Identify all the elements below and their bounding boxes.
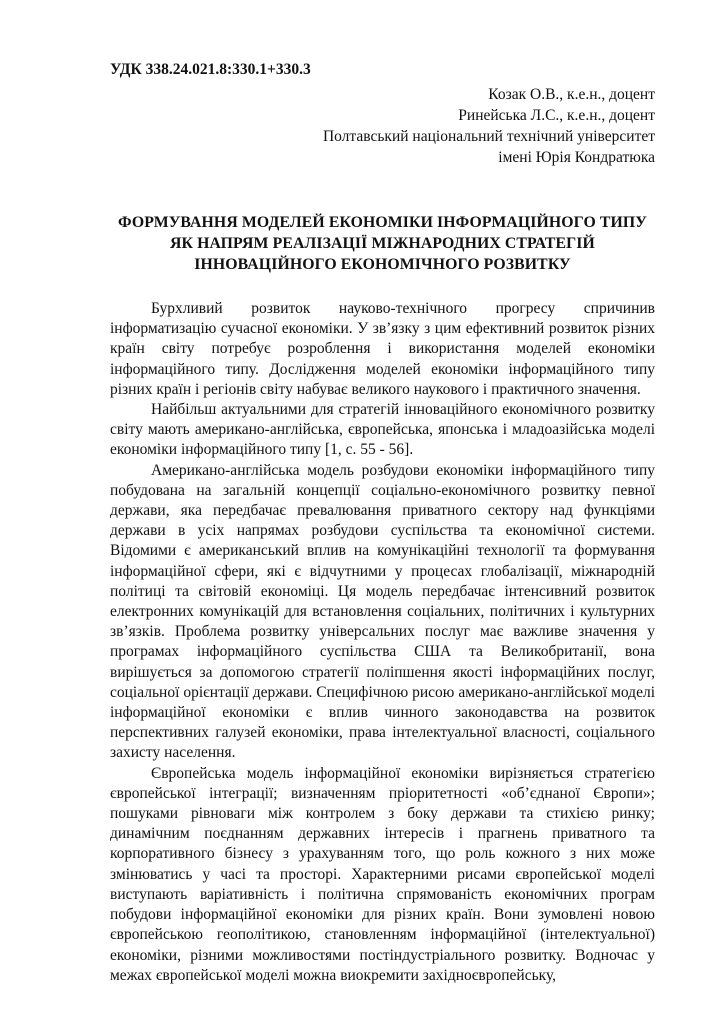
author-line: Ринейська Л.С., к.е.н., доцент [458, 107, 655, 124]
affiliation-line: імені Юрія Кондратюка [498, 149, 655, 166]
title-line: ІННОВАЦІЙНОГО ЕКОНОМІЧНОГО РОЗВИТКУ [194, 256, 571, 273]
title-line: ФОРМУВАННЯ МОДЕЛЕЙ ЕКОНОМІКИ ІНФОРМАЦІЙНОГО ТИПУ [118, 214, 647, 231]
paragraph: Європейська модель інформаційної економіки вирізняється стратегією європейської інтеграції; визначенням пріоритетності «об’єднаної Європи»; пошуками рівноваги між контролем з боку держави та стихією ринку; динамічним поєднанням державних інтересів і прагнень приватного та корпоративного бізнесу з урахуванням того, що роль кожного з них може змінюватись у часі та просторі. Характерними рисами європейської моделі виступають варіативність і політична спрямованість економічних програм побудови інформаційної економіки для різних країн. Вони зумовлені новою європейською геополітикою, становленням інформаційної (інтелектуальної) економіки, різними можливостями постіндустріального розвитку. Водночас у межах європейської моделі можна виокремити західноєвропейську, [110, 764, 655, 984]
document-page [110, 60, 655, 986]
affiliation-line: Полтавський національний технічний університет [322, 128, 655, 145]
paragraph: Найбільш актуальними для стратегій інноваційного економічного розвитку світу мають американо-англійська, європейська, японська і младоазійська моделі економіки інформаційного типу [1, с. 55 - 56]. [110, 401, 655, 459]
title-line: ЯК НАПРЯМ РЕАЛІЗАЦІЇ МІЖНАРОДНИХ СТРАТЕГІЙ [170, 235, 595, 252]
body-text [110, 299, 655, 986]
paragraph: Бурхливий розвиток науково-технічного прогресу спричинив інформатизацію сучасної економіки. У зв’язку з цим ефективний розвиток різних країн світу потребує розроблення і використання моделей економіки інформаційного типу. Дослідження моделей економіки інформаційного типу різних країн і регіонів світу набуває великого наукового і практичного значення. [110, 300, 655, 398]
author-block [110, 84, 655, 168]
paragraph: Американо-англійська модель розбудови економіки інформаційного типу побудована на загальній концепції соціально-економічного розвитку певної держави, яка передбачає превалювання приватного сектору над функціями держави в усіх напрямах розбудови суспільства та економічної системи. Відомими є американський вплив на комунікаційні технології та формування інформаційної сфери, які є відчутними у процесах глобалізації, міжнародній політиці та світовій економіці. Ця модель передбачає інтенсивний розвиток електронних комунікацій для встановлення соціальних, політичних і культурних зв’язків. Проблема розвитку універсальних послуг має важливе значення у програмах інформаційного суспільства США та Великобританії, вона вирішується за допомогою стратегії поліпшення якості інформаційних послуг, соціальної орієнтації держави. Специфічною рисою американо-англійської моделі інформаційної економіки є вплив чинного законодавства на розвиток перспективних галузей економіки, права інтелектуальної власності, соціального захисту населення. [110, 461, 655, 762]
author-line: Козак О.В., к.е.н., доцент [488, 86, 655, 103]
udk-code: УДК 338.24.021.8:330.1+330.3 [110, 61, 311, 78]
paper-title [110, 212, 655, 275]
